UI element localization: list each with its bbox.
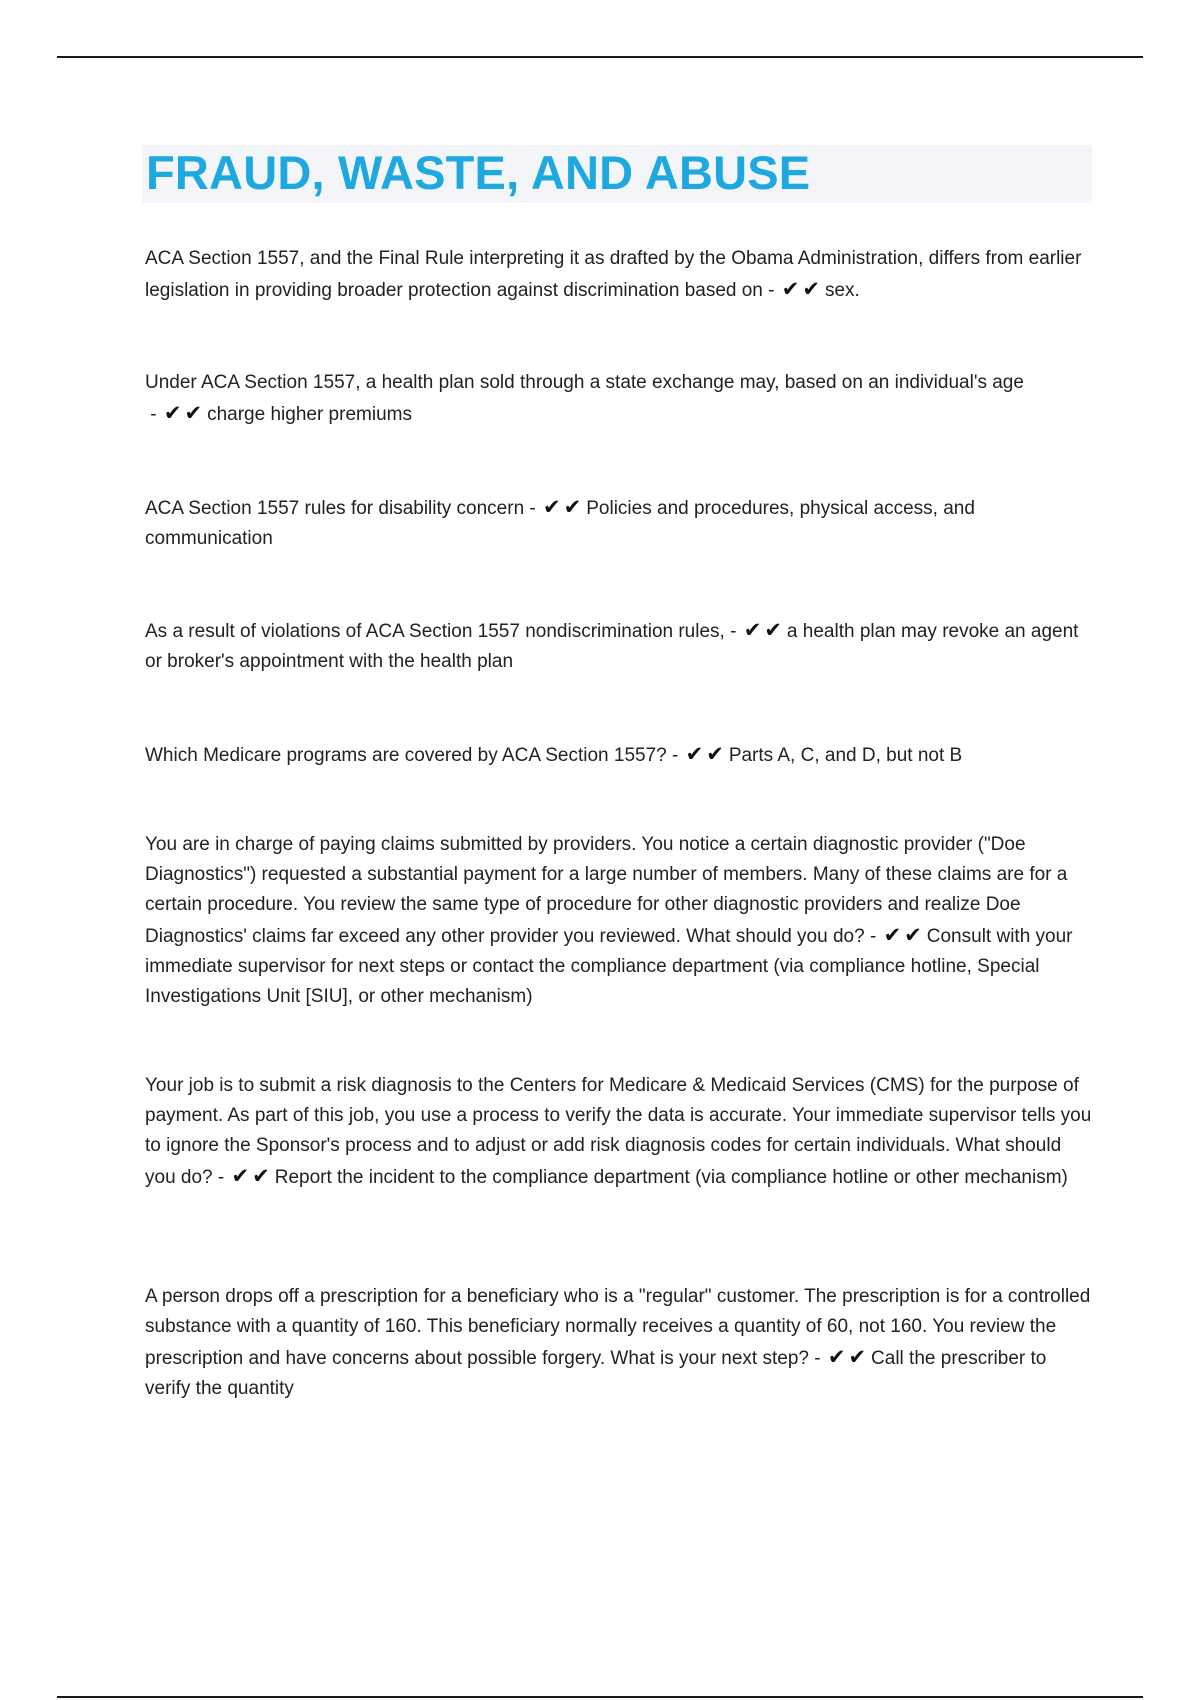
question-text: As a result of violations of ACA Section 1557 nondiscrimination rules,	[145, 621, 725, 642]
answer-text: a health plan may revoke an agent or broker's appointment with the health plan	[145, 621, 1079, 672]
answer-text: Policies and procedures, physical access, and communication	[145, 498, 975, 549]
double-check-icon: ✔✔	[883, 923, 925, 947]
answer-text: Report the incident to the compliance department (via compliance hotline or other mechanism)	[274, 1167, 1068, 1188]
question-text: You are in charge of paying claims submitted by providers. You notice a certain diagnostic provider ("Doe Diagnostics") requested a substantial payment for a large number of members. Many of these claims are for a certain procedure. You review the same type of procedure for other diagnostic providers and realize Doe Diagnostics' claims far exceed any other provider you reviewed. What should you do?	[145, 834, 1068, 947]
bottom-rule	[57, 1696, 1143, 1698]
answer-text: charge higher premiums	[207, 404, 412, 425]
qa-item	[145, 739, 1095, 771]
double-check-icon: ✔✔	[685, 742, 727, 766]
answer-text: Parts A, C, and D, but not B	[728, 745, 963, 766]
separator: -	[524, 498, 542, 519]
qa-item	[145, 1071, 1095, 1193]
double-check-icon: ✔✔	[231, 1164, 273, 1188]
question-text: Your job is to submit a risk diagnosis to the Centers for Medicare & Medicaid Services (CMS) for the purpose of payment. As part of this job, you use a process to verify the data is accurate. Your immediate supervisor tells you to ignore the Sponsor's process and to adjust or add risk diagnosis codes for certain individuals. What should you do?	[145, 1075, 1092, 1188]
double-check-icon: ✔✔	[781, 277, 823, 301]
qa-item	[145, 368, 1095, 430]
qa-item	[145, 830, 1095, 1012]
question-text: ACA Section 1557 rules for disability concern	[145, 498, 525, 519]
double-check-icon: ✔✔	[163, 401, 206, 425]
qa-item	[145, 1282, 1095, 1404]
answer-text: Call the prescriber to verify the quantity	[145, 1348, 1047, 1399]
separator: -	[666, 745, 684, 766]
question-text: Which Medicare programs are covered by ACA Section 1557?	[145, 745, 667, 766]
separator: -	[145, 404, 162, 425]
double-check-icon: ✔✔	[827, 1345, 870, 1369]
double-check-icon: ✔✔	[743, 618, 785, 642]
question-text: A person drops off a prescription for a beneficiary who is a "regular" customer. The prescription is for a controlled substance with a quantity of 160. This beneficiary normally receives a quantity of 60, not 160. You review the prescription and have concerns about possible forgery. What is your next step?	[145, 1286, 1091, 1369]
question-text: ACA Section 1557, and the Final Rule interpreting it as drafted by the Obama Administration, differs from earlier legislation in providing broader protection against discrimination based on	[145, 248, 1082, 301]
qa-item	[145, 244, 1095, 306]
top-rule	[57, 56, 1143, 58]
double-check-icon: ✔✔	[543, 495, 585, 519]
qa-item	[145, 615, 1095, 677]
separator: -	[212, 1167, 230, 1188]
answer-text: Consult with your immediate supervisor for next steps or contact the compliance department (via compliance hotline, Special Investigations Unit [SIU], or other mechanism)	[145, 926, 1073, 1007]
answer-text: sex.	[824, 280, 860, 301]
separator: -	[724, 621, 742, 642]
separator: -	[864, 926, 882, 947]
separator: -	[762, 280, 780, 301]
question-text: Under ACA Section 1557, a health plan sold through a state exchange may, based on an individual's age	[145, 372, 1024, 393]
page-title: FRAUD, WASTE, AND ABUSE	[146, 146, 811, 199]
qa-item	[145, 492, 1095, 554]
separator: -	[808, 1348, 826, 1369]
